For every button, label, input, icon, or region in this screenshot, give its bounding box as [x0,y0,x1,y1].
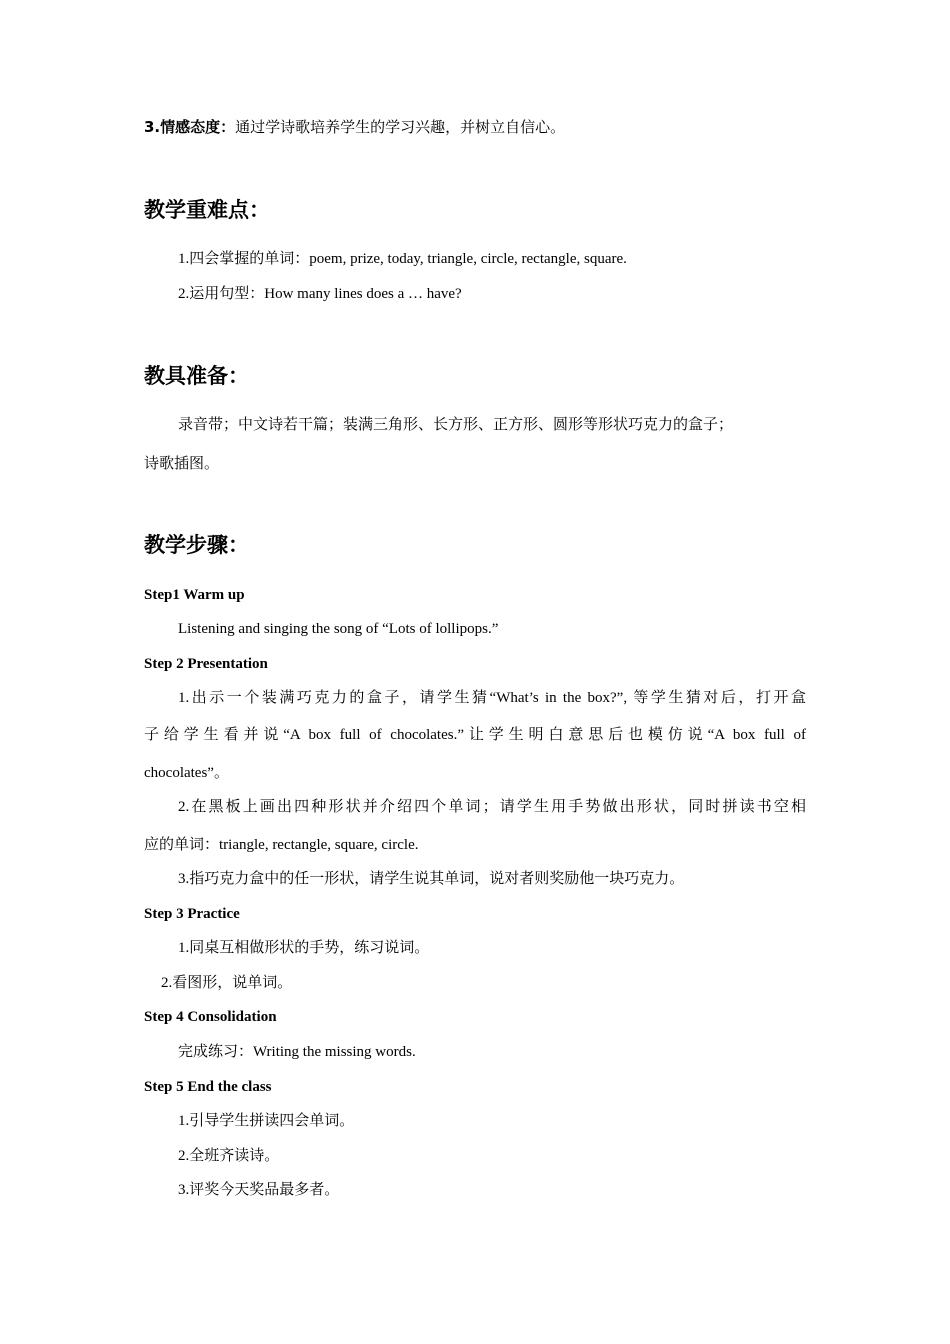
step-text: 1.出示一个装满巧克力的盒子，请学生猜“What’s in the box?”, 等学生猜对后，打开盒 [178,690,806,706]
step-text: chocolates”。 [144,765,229,781]
attitude-text: 通过学诗歌培养学生的学习兴趣，并树立自信心。 [235,118,566,136]
step-text: 2.看图形，说单词。 [161,975,293,991]
steps-heading: 教学步骤： [144,533,249,557]
step-text: 3.指巧克力盒中的任一形状，请学生说其单词，说对者则奖励他一块巧克力。 [178,871,685,887]
materials-line: 录音带；中文诗若干篇；装满三角形、长方形、正方形、圆形等形状巧克力的盒子； [178,415,734,433]
step-text: 完成练习：Writing the missing words. [178,1044,416,1060]
step-title: Step 2 Presentation [144,656,268,672]
step-text: 1.同桌互相做形状的手势，练习说词。 [178,940,430,956]
attitude-paragraph [144,117,565,138]
step-text: 2.在黑板上画出四种形状并介绍四个单词；请学生用手势做出形状，同时拼读书空相 [178,799,806,815]
key-point-item: 1.四会掌握的单词：poem, prize, today, triangle, circle, rectangle, square. [178,251,627,267]
step-text: 3.评奖今天奖品最多者。 [178,1182,340,1198]
step-title: Step 5 End the class [144,1079,272,1095]
step-text: 2.全班齐读诗。 [178,1148,280,1164]
step-text: Listening and singing the song of “Lots of lollipops.” [178,621,499,637]
step-text: 应的单词：triangle, rectangle, square, circle. [144,837,419,853]
materials-heading: 教具准备： [144,364,249,388]
step-text: 1.引导学生拼读四会单词。 [178,1113,355,1129]
key-points-heading: 教学重难点： [144,198,270,222]
step-title: Step1 Warm up [144,587,245,603]
step-title: Step 3 Practice [144,906,240,922]
step-title: Step 4 Consolidation [144,1009,277,1025]
key-point-item: 2.运用句型：How many lines does a … have? [178,286,462,302]
step-text: 子给学生看并说“A box full of chocolates.”让学生明白意思后也模仿说“A box full of [144,727,806,743]
attitude-label: 3.情感态度： [144,118,236,136]
materials-line: 诗歌插图。 [144,454,220,472]
